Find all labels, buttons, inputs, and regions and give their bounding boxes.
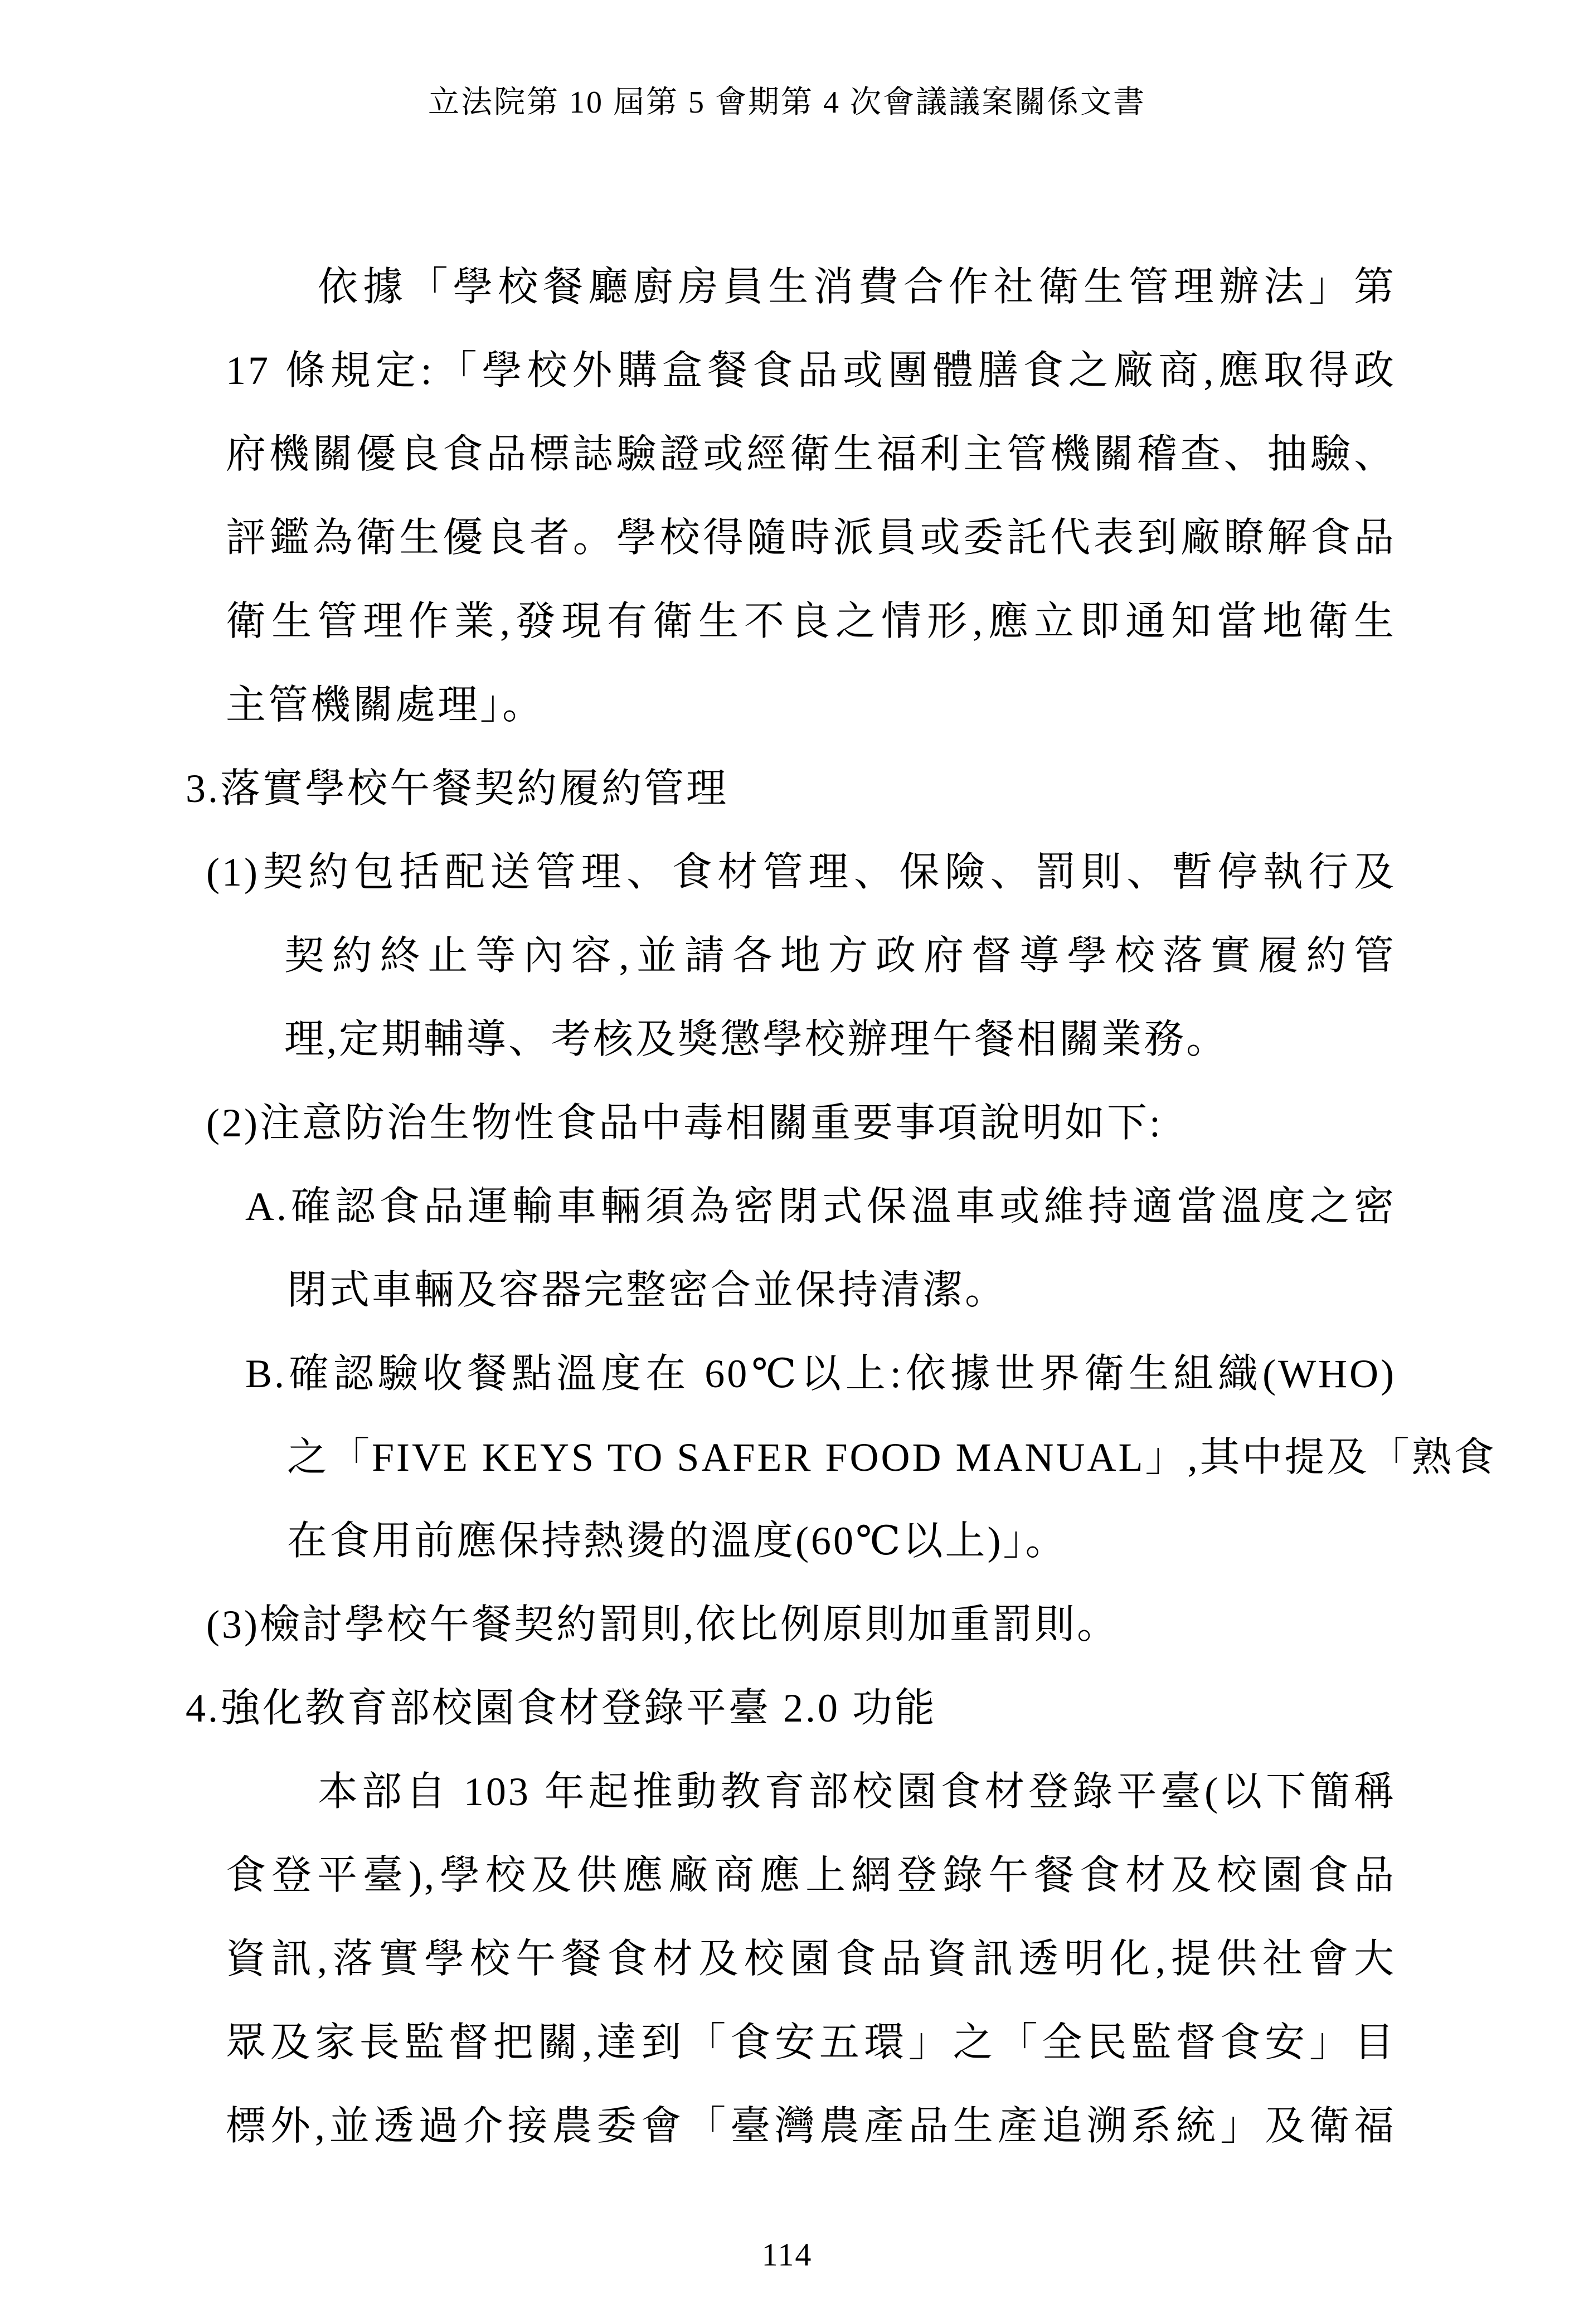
text-line: B.確認驗收餐點溫度在 60℃以上:依據世界衛生組織(WHO) xyxy=(245,1351,1396,1396)
text-line: 閉式車輛及容器完整密合並保持清潔。 xyxy=(287,1268,1008,1312)
text-line: 資訊,落實學校午餐食材及校園食品資訊透明化,提供社會大 xyxy=(226,1937,1396,1981)
text-line: 依據「學校餐廳廚房員生消費合作社衛生管理辦法」第 xyxy=(318,265,1396,309)
text-line: 4.強化教育部校園食材登錄平臺 2.0 功能 xyxy=(186,1686,937,1730)
text-line: 衛生管理作業,發現有衛生不良之情形,應立即通知當地衛生 xyxy=(226,599,1396,644)
text-line: (1)契約包括配送管理、食材管理、保險、罰則、暫停執行及 xyxy=(206,850,1396,894)
text-line: (2)注意防治生物性食品中毒相關重要事項說明如下: xyxy=(206,1101,1163,1145)
text-line: 本部自 103 年起推動教育部校園食材登錄平臺(以下簡稱 xyxy=(318,1769,1396,1814)
text-line: 17 條規定:「學校外購盒餐食品或團體膳食之廠商,應取得政 xyxy=(226,348,1396,393)
text-line: 評鑑為衛生優良者。學校得隨時派員或委託代表到廠瞭解食品 xyxy=(226,516,1396,560)
text-line: 理,定期輔導、考核及獎懲學校辦理午餐相關業務。 xyxy=(284,1017,1229,1062)
text-line: (3)檢討學校午餐契約罰則,依比例原則加重罰則。 xyxy=(206,1602,1119,1647)
text-line: 3.落實學校午餐契約履約管理 xyxy=(186,766,729,811)
text-line: 主管機關處理」。 xyxy=(226,683,545,727)
page-number: 114 xyxy=(761,2237,813,2273)
text-line: 眾及家長監督把關,達到「食安五環」之「全民監督食安」目 xyxy=(226,2020,1396,2065)
text-line: 契約終止等內容,並請各地方政府督導學校落實履約管 xyxy=(284,934,1396,978)
text-line: 之「FIVE KEYS TO SAFER FOOD MANUAL」,其中提及「熟食 xyxy=(287,1435,1497,1480)
document-body xyxy=(186,245,1497,2168)
text-line: 食登平臺),學校及供應廠商應上網登錄午餐食材及校園食品 xyxy=(226,1853,1396,1898)
document-header-title: 立法院第 10 屆第 5 會期第 4 次會議議案關係文書 xyxy=(428,85,1146,120)
text-line: 標外,並透過介接農委會「臺灣農產品生產追溯系統」及衛福 xyxy=(226,2104,1396,2148)
text-line: 在食用前應保持熱燙的溫度(60℃以上)」。 xyxy=(287,1519,1068,1563)
text-line: 府機關優良食品標誌驗證或經衛生福利主管機關稽查、抽驗、 xyxy=(226,432,1396,477)
text-line: A.確認食品運輸車輛須為密閉式保溫車或維持適當溫度之密 xyxy=(245,1184,1396,1229)
